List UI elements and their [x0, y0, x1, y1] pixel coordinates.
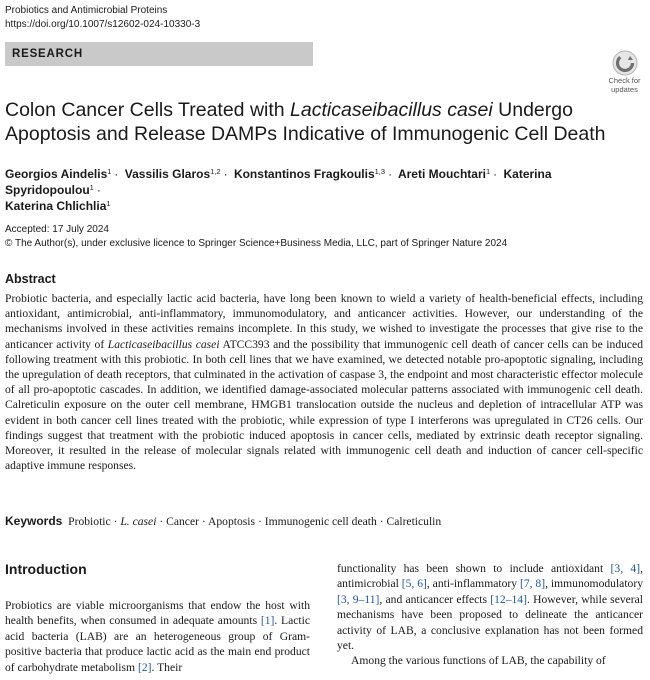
- section-label: RESEARCH: [5, 42, 313, 66]
- introduction-left-column: [5, 598, 310, 675]
- intro-text: functionality has been shown to include antioxidant: [337, 562, 611, 575]
- title-species: Lacticaseibacillus casei: [290, 99, 493, 121]
- keyword-separator: ·: [113, 515, 118, 528]
- journal-name: Probiotics and Antimicrobial Proteins: [5, 5, 168, 16]
- title-part-1: Colon Cancer Cells Treated with: [5, 99, 291, 121]
- keyword: Calreticulin: [386, 515, 442, 528]
- article-title: [5, 98, 615, 146]
- author-separator: ·: [114, 167, 119, 181]
- citation-link[interactable]: [5, 6]: [401, 577, 427, 591]
- intro-text: Probiotics are viable microorganisms that endow the host with health benefits, when consumed in adequate amounts: [5, 599, 310, 628]
- abstract-text: [5, 291, 643, 473]
- author-name[interactable]: Konstantinos Fragkoulis: [233, 167, 375, 181]
- abstract-part-2: ATCC393 and the possibility that immunogenic cell death of cancer cells can be induced following treatment with this probiotic. In both cell lines that we have examined, we detected notable pro-apoptotic signaling, including the upregulation of death receptors, that culminated in the activation of caspase 3, the endpoint and most characteristic effector molecule of all pro-apoptotic cascades. In addition, we identified damage-associated molecular patterns associated with immunogenic cell death. Calreticulin exposure on the outer cell membrane, HMGB1 translocation outside the nucleus and depletion of intracellular ATP was evident in both cancer cell lines treated with the probiotic, while expression of type I interferons was upregulated in CT26 cells. Our findings suggest that treatment with the probiotic induced apoptosis in cancer cells, mediated by extrinsic death receptor signaling. Moreover, it resulted in the release of molecular signals related with immunogenic cell death and induction of cancer cell-specific adaptive immune responses.: [5, 337, 644, 473]
- intro-text: . Their: [151, 660, 183, 674]
- keyword-separator: ·: [379, 515, 384, 528]
- citation-link[interactable]: [12–14]: [490, 592, 527, 606]
- doi-link[interactable]: https://doi.org/10.1007/s12602-024-10330-3: [5, 19, 201, 30]
- author-list: [5, 166, 640, 214]
- check-for-updates-text-1: Check for: [608, 76, 641, 85]
- keyword: Apoptosis: [208, 515, 256, 528]
- author-name[interactable]: Areti Mouchtari: [397, 167, 486, 181]
- keyword-separator: ·: [159, 515, 164, 528]
- author-name[interactable]: Katerina Chlichlia: [5, 199, 107, 213]
- intro-paragraph: [337, 653, 643, 668]
- author-separator: ·: [388, 167, 393, 181]
- intro-text: , antimicrobial: [337, 562, 643, 591]
- intro-text: , and anticancer effects: [379, 592, 491, 606]
- author-name[interactable]: Georgios Aindelis: [5, 167, 108, 181]
- intro-text: , immunomodulatory: [545, 577, 644, 591]
- title-part-2: Undergo Apoptosis and Release DAMPs Indicative of Immunogenic Cell Death: [5, 99, 606, 145]
- citation-link[interactable]: [7, 8]: [519, 577, 546, 591]
- check-for-updates-badge[interactable]: [606, 50, 643, 94]
- intro-text: , anti-inflammatory: [426, 577, 520, 591]
- author-name[interactable]: Vassilis Glaros: [124, 167, 211, 181]
- keyword: Immunogenic cell death: [264, 515, 377, 528]
- author-separator: ·: [96, 183, 101, 197]
- keyword: Cancer: [166, 515, 199, 528]
- author-affiliation: 1: [106, 199, 111, 208]
- intro-text: . However, while several mechanisms have been proposed to delineate the anticancer activity of LAB, a conclusive explanation has not been formed yet.: [337, 592, 644, 653]
- abstract-part-1: Probiotic bacteria, and especially lactic acid bacteria, have long been known to wield a variety of health-beneficial effects, including antioxidant, antimicrobial, anti-inflammatory, immunomodulatory, and anticancer activities. However, our understanding of the mechanisms involved in these activities remains incomplete. In this study, we wished to investigate the processes that give rise to the anticancer activity of: [5, 292, 643, 351]
- keywords-line: [5, 514, 441, 528]
- introduction-right-column: [337, 561, 643, 669]
- citation-link[interactable]: [3, 9–11]: [337, 592, 380, 606]
- citation-link[interactable]: [3, 4]: [610, 562, 641, 575]
- intro-paragraph: [337, 561, 643, 653]
- abstract-species: Lacticaseibacillus casei: [107, 337, 220, 351]
- introduction-heading: Introduction: [5, 561, 87, 577]
- check-for-updates-icon: [612, 50, 638, 76]
- author-separator: ·: [223, 167, 228, 181]
- journal-header: [5, 4, 200, 32]
- accepted-date: Accepted: 17 July 2024: [5, 224, 109, 235]
- citation-link[interactable]: [1]: [260, 614, 275, 628]
- abstract-heading: Abstract: [5, 272, 56, 286]
- intro-text: . Lactic acid bacteria (LAB) are an heterogeneous group of Gram-positive bacteria that produce lactic acid as the main end product of carbohydrate metabolism: [5, 614, 310, 674]
- author-affiliation: 1: [107, 167, 112, 176]
- author-name[interactable]: Katerina Spyridopoulou: [5, 167, 552, 197]
- author-separator: ·: [493, 167, 498, 181]
- author-affiliation: 1,3: [374, 167, 386, 176]
- author-affiliation: 1,2: [210, 167, 221, 176]
- keyword-separator: ·: [257, 515, 262, 528]
- intro-text: Among the various functions of LAB, the capability of: [351, 654, 606, 668]
- citation-link[interactable]: [2]: [137, 660, 152, 674]
- author-affiliation: 1: [89, 183, 94, 192]
- keyword: L. casei: [120, 515, 157, 528]
- article-meta: [5, 223, 507, 251]
- keyword-separator: ·: [201, 515, 206, 528]
- keyword: Probiotic: [68, 515, 111, 528]
- copyright-line: © The Author(s), under exclusive licence to Springer Science+Business Media, LLC, part of Springer Nature 2024: [5, 238, 508, 249]
- keywords-label: Keywords: [5, 514, 63, 528]
- check-for-updates-text-2: updates: [611, 85, 638, 94]
- author-affiliation: 1: [485, 167, 491, 176]
